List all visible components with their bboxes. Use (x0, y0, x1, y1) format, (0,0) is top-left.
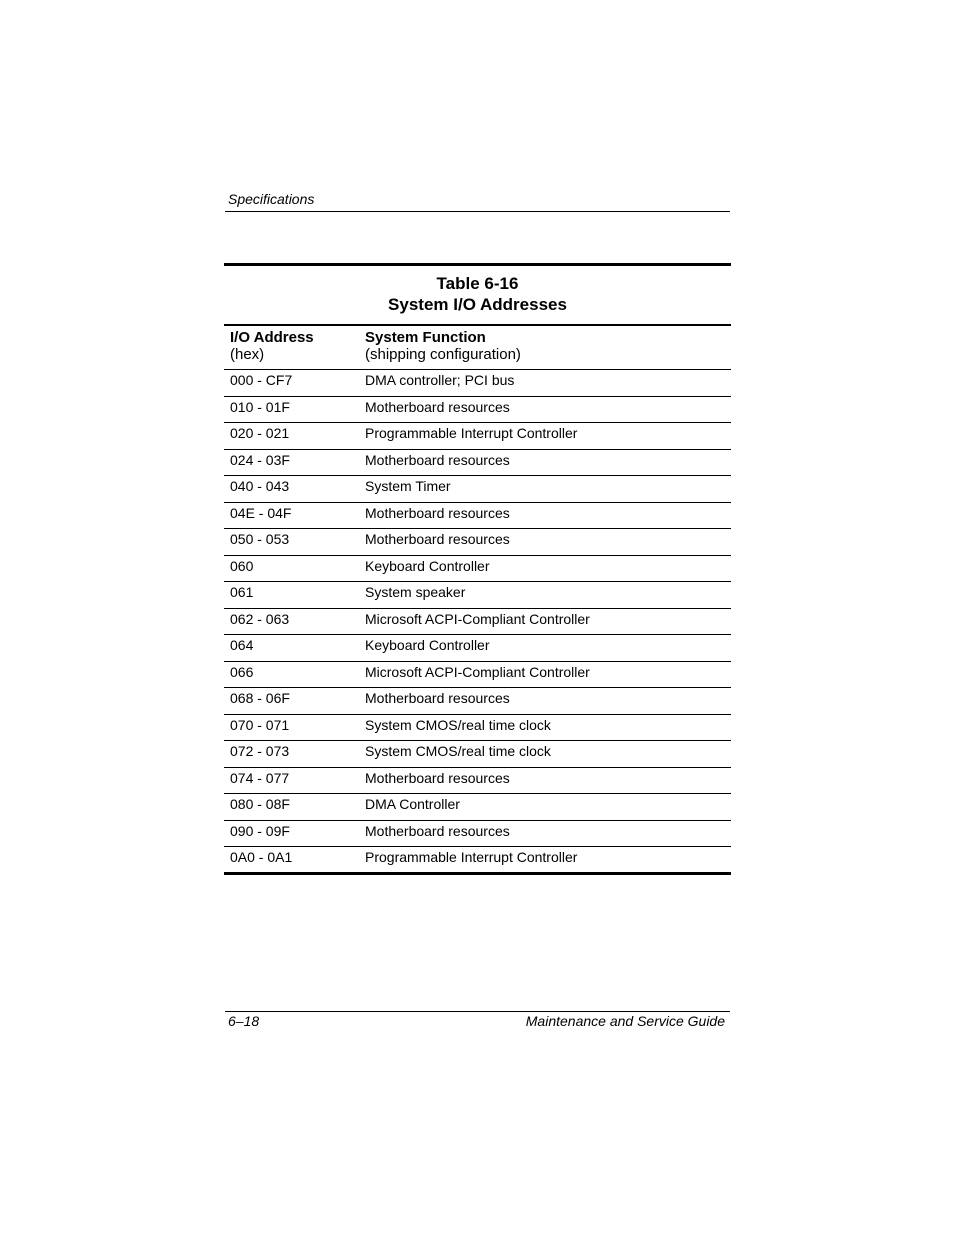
function-cell: Motherboard resources (365, 822, 510, 839)
table-title: System I/O Addresses (388, 295, 567, 314)
function-cell: System CMOS/real time clock (365, 716, 551, 733)
address-cell: 020 - 021 (230, 425, 290, 441)
table-row (224, 741, 731, 768)
table-row (224, 503, 731, 530)
function-cell: Programmable Interrupt Controller (365, 849, 578, 865)
column-header-function (365, 329, 725, 363)
address-cell: 050 - 053 (230, 531, 290, 547)
address-cell: 064 (230, 637, 254, 653)
table-row (224, 370, 731, 397)
address-cell: 070 - 071 (230, 716, 290, 733)
table-row (224, 794, 731, 821)
address-cell: 061 (230, 584, 254, 600)
table-row (224, 582, 731, 609)
function-cell: DMA Controller (365, 796, 460, 812)
table-row (224, 821, 731, 848)
table-row (224, 688, 731, 715)
function-cell: Motherboard resources (365, 398, 510, 415)
table-row (224, 768, 731, 795)
table-row (224, 450, 731, 477)
function-cell: Microsoft ACPI-Compliant Controller (365, 610, 590, 627)
function-cell: Keyboard Controller (365, 557, 490, 574)
address-cell: 068 - 06F (230, 690, 290, 706)
column-title: I/O Address (230, 329, 314, 346)
function-cell: System Timer (365, 478, 451, 494)
column-subtitle: (hex) (230, 346, 265, 363)
table-row (224, 529, 731, 556)
table-row (224, 476, 731, 503)
table-row (224, 609, 731, 636)
io-address-table (224, 263, 731, 875)
function-cell: Motherboard resources (365, 531, 510, 547)
running-head: Specifications (228, 191, 315, 207)
function-cell: System CMOS/real time clock (365, 743, 551, 759)
table-row (224, 847, 731, 875)
address-cell: 024 - 03F (230, 451, 290, 468)
table-number: Table 6-16 (436, 274, 519, 293)
table-row (224, 715, 731, 742)
header-divider (225, 211, 730, 212)
address-cell: 072 - 073 (230, 743, 290, 759)
function-cell: Motherboard resources (365, 451, 510, 468)
table-row (224, 397, 731, 424)
column-header-address (230, 329, 360, 363)
table-header (224, 324, 731, 370)
function-cell: Microsoft ACPI-Compliant Controller (365, 663, 590, 680)
address-cell: 000 - CF7 (230, 372, 293, 388)
column-subtitle: (shipping configuration) (365, 346, 521, 363)
address-cell: 080 - 08F (230, 796, 290, 812)
address-cell: 040 - 043 (230, 478, 290, 494)
address-cell: 0A0 - 0A1 (230, 849, 293, 865)
address-cell: 066 (230, 663, 254, 680)
page-number: 6–18 (228, 1013, 260, 1029)
function-cell: System speaker (365, 584, 466, 600)
footer-divider (225, 1011, 730, 1012)
address-cell: 010 - 01F (230, 398, 290, 415)
address-cell: 090 - 09F (230, 822, 290, 839)
address-cell: 074 - 077 (230, 769, 290, 786)
table-row (224, 423, 731, 450)
table-caption (224, 266, 731, 324)
address-cell: 04E - 04F (230, 504, 292, 521)
function-cell: DMA controller; PCI bus (365, 372, 515, 388)
table-row (224, 635, 731, 662)
address-cell: 062 - 063 (230, 610, 290, 627)
table-row (224, 556, 731, 583)
address-cell: 060 (230, 557, 254, 574)
function-cell: Motherboard resources (365, 504, 510, 521)
table-row (224, 662, 731, 689)
table-body (224, 370, 731, 875)
function-cell: Motherboard resources (365, 690, 510, 706)
function-cell: Keyboard Controller (365, 637, 490, 653)
column-title: System Function (365, 329, 486, 346)
function-cell: Programmable Interrupt Controller (365, 425, 578, 441)
guide-title: Maintenance and Service Guide (525, 1013, 725, 1029)
function-cell: Motherboard resources (365, 769, 510, 786)
